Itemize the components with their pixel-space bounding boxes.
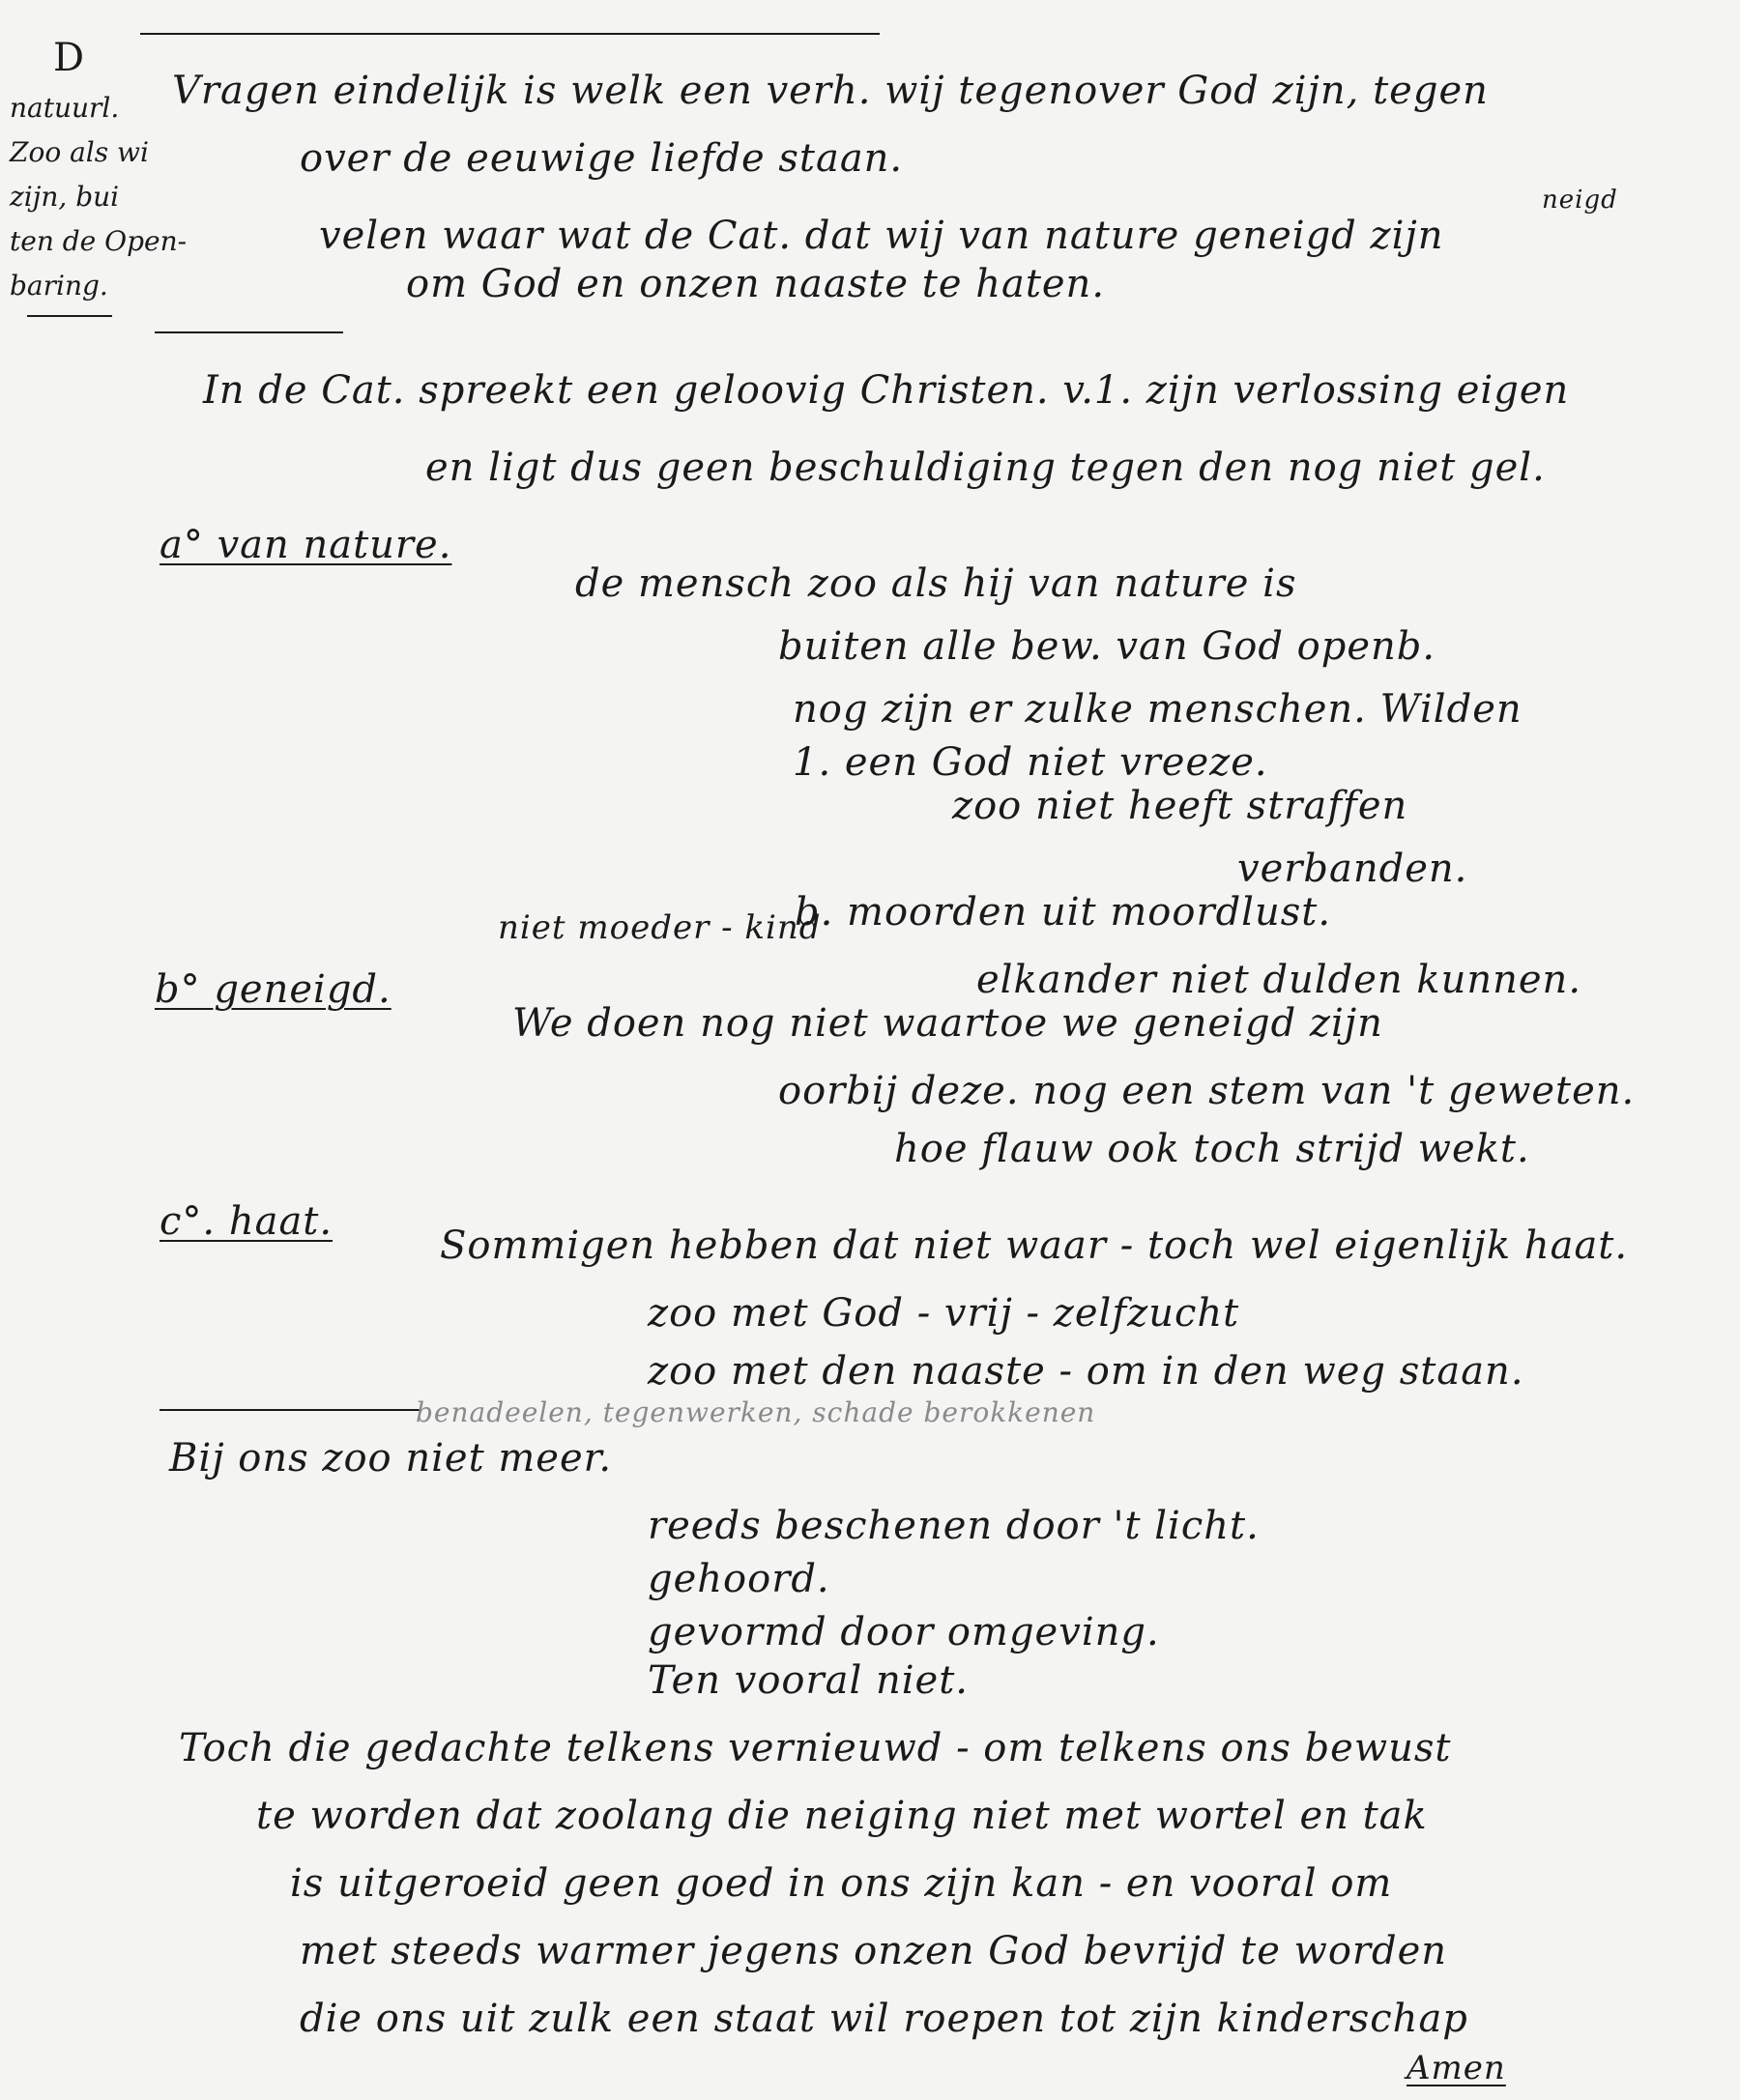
text-line: over de eeuwige liefde staan. [300,136,904,181]
text-line: gevormd door omgeving. [648,1610,1160,1654]
text-line: die ons uit zulk een staat wil roepen tot zijn kinderschap [300,1997,1468,2041]
text-line: gehoord. [648,1557,830,1601]
text-line: elkander niet dulden kunnen. [976,958,1582,1002]
text-line: buiten alle bew. van God openb. [778,624,1436,669]
text-line: oorbij deze. nog een stem van 't geweten. [778,1069,1636,1113]
text-line: Bij ons zoo niet meer. [169,1436,613,1481]
text-line: velen waar wat de Cat. dat wij van nature geneigd zijn [319,214,1444,258]
text-line: We doen nog niet waartoe we geneigd zijn [512,1001,1383,1046]
text-line: nog zijn er zulke menschen. Wilden [793,687,1522,732]
closing-amen: Amen [1406,2049,1506,2087]
text-line: reeds beschenen door 't licht. [648,1504,1260,1548]
divider-rule [160,1409,420,1411]
text-line: om God en onzen naaste te haten. [406,262,1106,306]
section-b-label: b° geneigd. [155,967,392,1012]
margin-note-line: ten de Open- [10,225,188,257]
section-a-label: a° van nature. [160,523,452,567]
text-line: zoo niet heeft straffen [952,784,1408,828]
top-rule [140,33,880,35]
text-line: verbanden. [1237,847,1468,891]
page-letter: D [53,36,86,80]
text-line: hoe flauw ook toch strijd wekt. [894,1127,1530,1171]
text-line: 1. een God niet vreeze. [793,740,1268,785]
text-line: de mensch zoo als hij van nature is [575,561,1297,606]
text-line: In de Cat. spreekt een geloovig Christen. v.1. zijn verlossing eigen [203,368,1570,413]
text-line: Vragen eindelijk is welk een verh. wij tegenover God zijn, tegen [172,69,1489,113]
text-line: Toch die gedachte telkens vernieuwd - om telkens ons bewust [179,1726,1452,1770]
text-line: zoo met den naaste - om in den weg staan. [648,1349,1524,1394]
margin-note-line: zijn, bui [10,181,120,213]
interlinear-note: neigd [1542,186,1618,215]
interlinear-note: benadeelen, tegenwerken, schade berokkenen [416,1396,1096,1428]
divider-rule [155,331,343,333]
text-line: te worden dat zoolang die neiging niet met wortel en tak [256,1794,1428,1838]
text-line: Ten vooral niet. [648,1658,969,1703]
text-line: met steeds warmer jegens onzen God bevrijd te worden [300,1929,1448,1973]
margin-note-line: Zoo als wi [10,136,149,168]
margin-note-rule [27,315,112,317]
text-line: is uitgeroeid geen goed in ons zijn kan - en vooral om [290,1861,1393,1906]
section-c-label: c°. haat. [160,1199,334,1244]
margin-note-line: baring. [10,270,108,302]
interlinear-note: niet moeder - kind [498,908,822,947]
text-line: en ligt dus geen beschuldiging tegen den nog niet gel. [425,446,1546,490]
text-line: Sommigen hebben dat niet waar - toch wel eigenlijk haat. [440,1223,1629,1268]
text-line: zoo met God - vrij - zelfzucht [648,1291,1240,1336]
margin-note-line: natuurl. [10,92,120,124]
text-line: b. moorden uit moordlust. [795,890,1332,935]
